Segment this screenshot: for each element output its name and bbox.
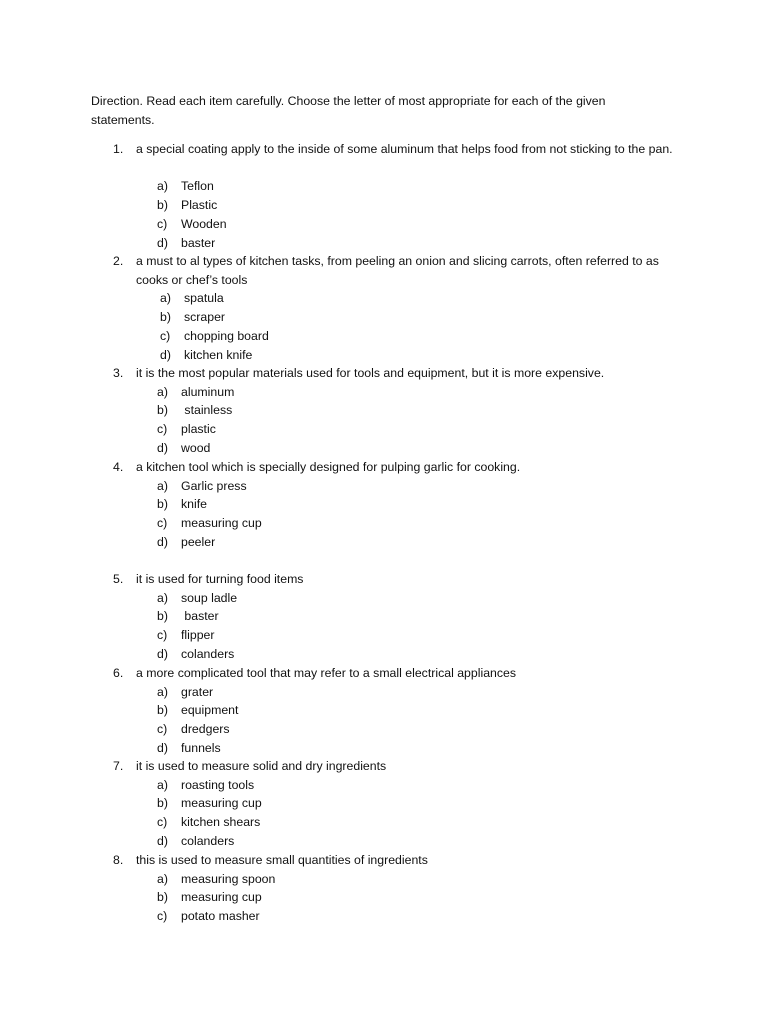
option-letter: b) bbox=[157, 497, 168, 512]
question-text: a more complicated tool that may refer to a small electrical appliances bbox=[136, 666, 517, 680]
question-number: 7. bbox=[113, 759, 124, 773]
option-text: baster bbox=[181, 235, 216, 250]
option-letter: d) bbox=[157, 740, 168, 755]
option-letter: d) bbox=[157, 235, 168, 250]
option-a bbox=[0, 870, 400, 889]
option-b bbox=[0, 888, 400, 907]
option-letter: b) bbox=[157, 796, 168, 811]
question-number: 6. bbox=[113, 666, 124, 680]
option-text: wood bbox=[181, 440, 211, 455]
option-letter: b) bbox=[157, 890, 168, 905]
option-letter: d) bbox=[157, 646, 168, 661]
option-d bbox=[0, 533, 400, 552]
option-b bbox=[0, 401, 400, 420]
option-d bbox=[0, 439, 400, 458]
option-b bbox=[0, 196, 400, 215]
option-text: measuring cup bbox=[181, 796, 262, 811]
option-text: equipment bbox=[181, 703, 239, 718]
option-a bbox=[0, 289, 400, 308]
option-text: aluminum bbox=[181, 384, 235, 399]
option-letter: d) bbox=[160, 347, 171, 362]
option-a bbox=[0, 383, 400, 402]
option-c bbox=[0, 327, 400, 346]
option-text: potato masher bbox=[181, 909, 260, 924]
option-text: flipper bbox=[181, 628, 215, 643]
option-letter: a) bbox=[157, 871, 168, 886]
option-a bbox=[0, 177, 400, 196]
option-letter: b) bbox=[157, 403, 168, 418]
option-text: scraper bbox=[184, 310, 226, 325]
option-letter: a) bbox=[157, 684, 168, 699]
option-text: Wooden bbox=[181, 216, 227, 231]
option-letter: a) bbox=[157, 384, 168, 399]
option-text: plastic bbox=[181, 422, 216, 437]
option-letter: d) bbox=[157, 833, 168, 848]
option-letter: c) bbox=[160, 328, 171, 343]
option-letter: c) bbox=[157, 722, 168, 737]
option-b bbox=[0, 308, 400, 327]
question-text: it is used to measure solid and dry ingredients bbox=[136, 759, 387, 773]
question-number: 2. bbox=[113, 254, 124, 268]
question-text: a must to al types of kitchen tasks, from peeling an onion and slicing carrots, often referred to as cooks or chef’s tools bbox=[136, 254, 659, 287]
option-text: soup ladle bbox=[181, 590, 238, 605]
option-a bbox=[0, 477, 400, 496]
option-letter: c) bbox=[157, 628, 168, 643]
question-number: 3. bbox=[113, 366, 124, 380]
option-c bbox=[0, 215, 400, 234]
option-letter: a) bbox=[160, 291, 171, 306]
option-text: measuring cup bbox=[181, 516, 262, 531]
option-letter: c) bbox=[157, 815, 168, 830]
option-letter: b) bbox=[157, 609, 168, 624]
question-number: 1. bbox=[113, 142, 124, 156]
option-d bbox=[0, 832, 400, 851]
option-text: dredgers bbox=[181, 722, 230, 737]
option-c bbox=[0, 514, 400, 533]
option-b bbox=[0, 495, 400, 514]
option-text: colanders bbox=[181, 833, 235, 848]
option-text: chopping board bbox=[184, 328, 269, 343]
option-text: stainless bbox=[181, 403, 233, 418]
question-text: it is the most popular materials used for tools and equipment, but it is more expensive. bbox=[136, 366, 605, 380]
option-letter: a) bbox=[157, 777, 168, 792]
option-letter: b) bbox=[157, 198, 168, 213]
option-c bbox=[0, 626, 400, 645]
option-letter: c) bbox=[157, 909, 168, 924]
option-text: grater bbox=[181, 684, 214, 699]
option-b bbox=[0, 794, 400, 813]
option-a bbox=[0, 589, 400, 608]
option-letter: d) bbox=[157, 440, 168, 455]
option-text: kitchen shears bbox=[181, 815, 261, 830]
option-text: roasting tools bbox=[181, 777, 255, 792]
direction-text: Direction. Read each item carefully. Choose the letter of most appropriate for each of the given statements. bbox=[91, 94, 606, 127]
option-b bbox=[0, 607, 400, 626]
option-letter: b) bbox=[160, 310, 171, 325]
option-c bbox=[0, 907, 400, 926]
option-letter: b) bbox=[157, 703, 168, 718]
option-c bbox=[0, 420, 400, 439]
option-d bbox=[0, 234, 400, 253]
option-text: measuring spoon bbox=[181, 871, 276, 886]
option-text: Plastic bbox=[181, 198, 218, 213]
question-number: 8. bbox=[113, 853, 124, 867]
option-letter: a) bbox=[157, 179, 168, 194]
option-text: colanders bbox=[181, 646, 235, 661]
option-letter: c) bbox=[157, 516, 168, 531]
question-number: 5. bbox=[113, 572, 124, 586]
option-text: funnels bbox=[181, 740, 221, 755]
option-text: baster bbox=[181, 609, 219, 624]
option-text: measuring cup bbox=[181, 890, 262, 905]
option-letter: c) bbox=[157, 422, 168, 437]
option-d bbox=[0, 739, 400, 758]
option-c bbox=[0, 813, 400, 832]
option-text: peeler bbox=[181, 534, 216, 549]
question-text: a kitchen tool which is specially designed for pulping garlic for cooking. bbox=[136, 460, 521, 474]
option-text: spatula bbox=[184, 291, 224, 306]
option-letter: a) bbox=[157, 590, 168, 605]
question-text: this is used to measure small quantities of ingredients bbox=[136, 853, 428, 867]
option-letter: d) bbox=[157, 534, 168, 549]
option-d bbox=[0, 346, 400, 365]
option-c bbox=[0, 720, 400, 739]
option-text: Teflon bbox=[181, 179, 214, 194]
option-a bbox=[0, 776, 400, 795]
option-d bbox=[0, 645, 400, 664]
option-a bbox=[0, 683, 400, 702]
question-text: it is used for turning food items bbox=[136, 572, 304, 586]
option-text: Garlic press bbox=[181, 478, 247, 493]
option-text: kitchen knife bbox=[184, 347, 253, 362]
option-letter: c) bbox=[157, 216, 168, 231]
option-text: knife bbox=[181, 497, 207, 512]
option-letter: a) bbox=[157, 478, 168, 493]
option-b bbox=[0, 701, 400, 720]
question-number: 4. bbox=[113, 460, 124, 474]
question-text: a special coating apply to the inside of some aluminum that helps food from not sticking to the pan. bbox=[136, 142, 673, 156]
